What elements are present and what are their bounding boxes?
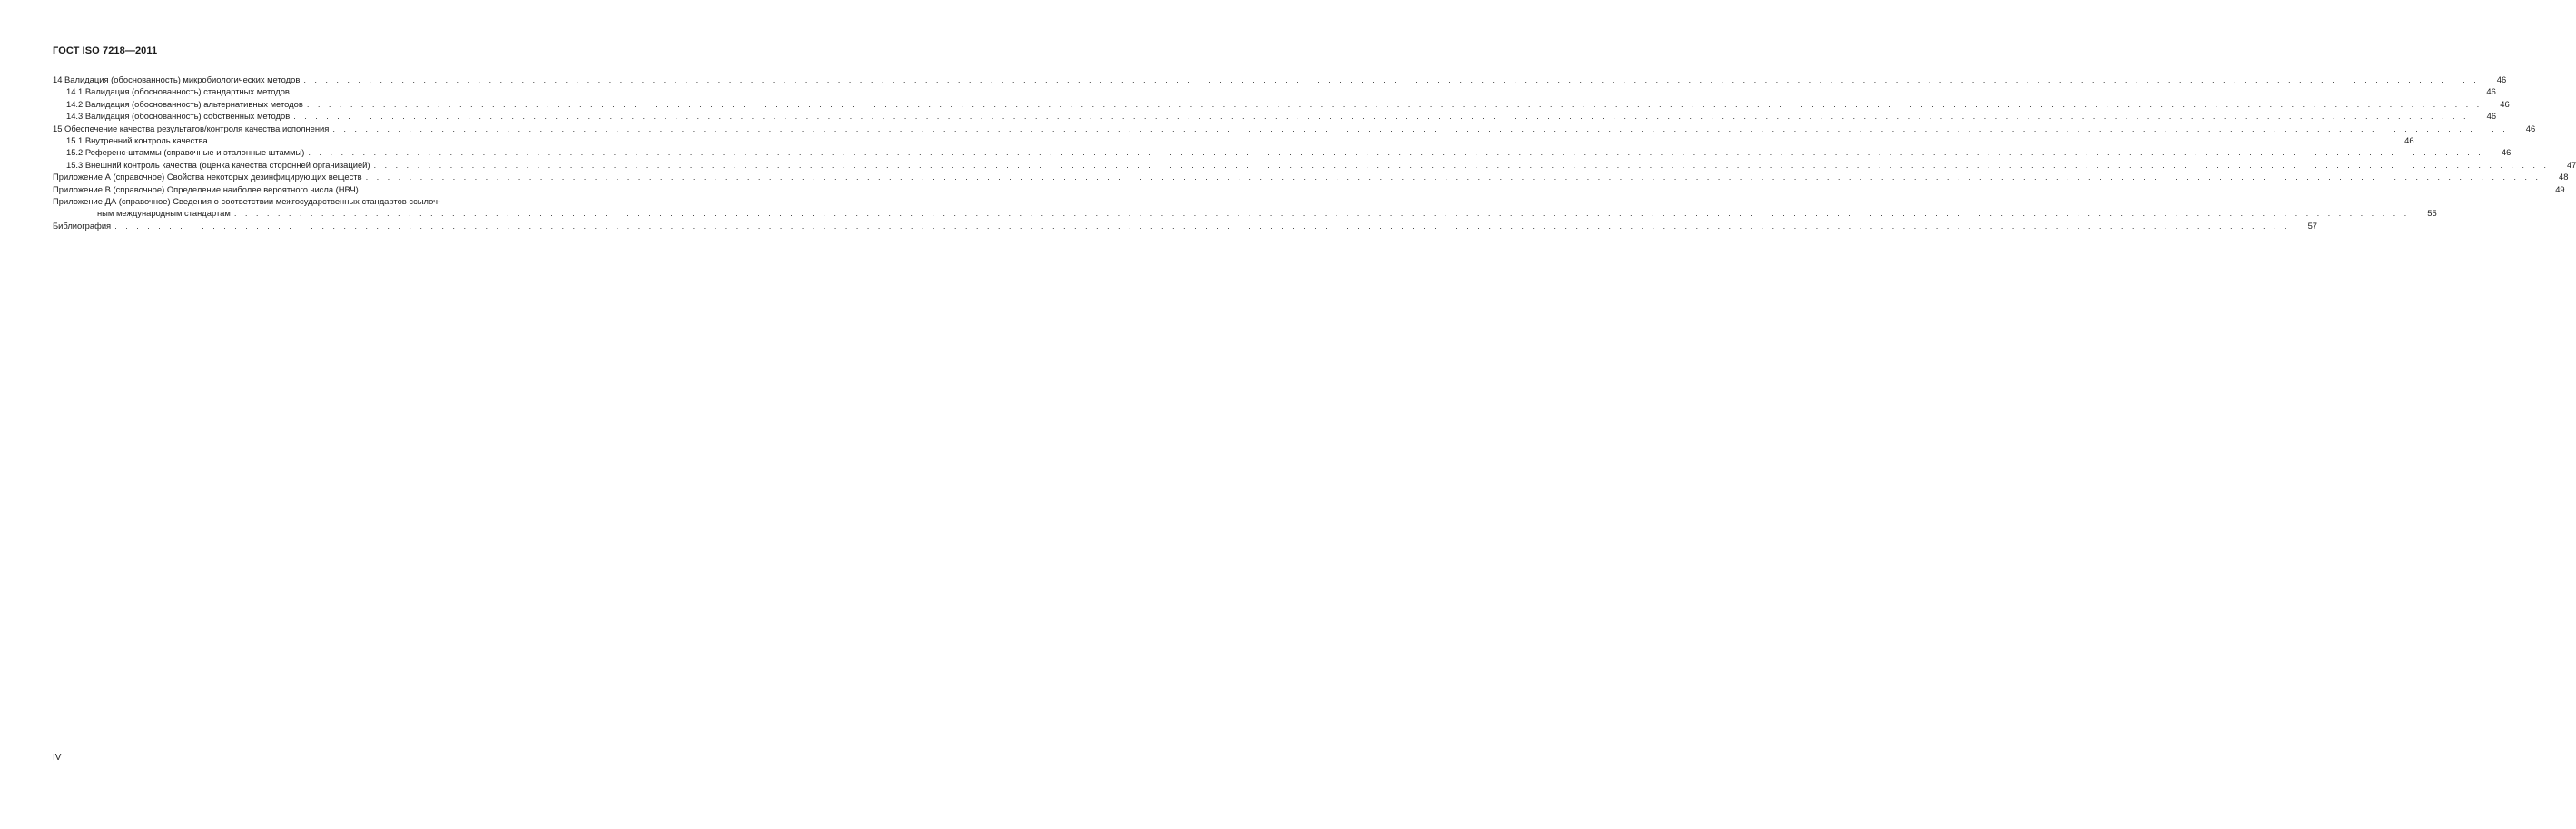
toc-entry-title: Приложение А (справочное) Свойства некоторых дезинфицирующих веществ (53, 172, 362, 183)
toc-entry-title: 14 Валидация (обоснованность) микробиологических методов (53, 74, 301, 84)
toc-entry (53, 195, 538, 207)
toc-entry (53, 134, 2414, 146)
toc-entry-title: Приложение ДА (справочное) Сведения о соответствии межгосударственных стандартов ссылоч- (53, 196, 441, 207)
toc-entry-page: 46 (2404, 135, 2414, 146)
toc-dot-leader: . . . . . . . . . . . . . . . . . . . . . . . . . . . . . . . . . . . . . . . . . . . . . . . . . . . . . . . . . . . . . . . . . . . . . . . . . . . . . . . . . . . . . . . . . . . . . . . . . . . . . . . . . . . . . . . . . . . . . . . . . . . . . . . . . . . . . . . . . . . . . . . . . . . . . . . . . . . . . . . . . . . . . . . . . . . . . . . . . . . . . . . . . . . . . . . . . . . . . . . . (365, 172, 2541, 183)
toc-dot-leader: . . . . . . . . . . . . . . . . . . . . . . . . . . . . . . . . . . . . . . . . . . . . . . . . . . . . . . . . . . . . . . . . . . . . . . . . . . . . . . . . . . . . . . . . . . . . . . . . . . . . . . . . . . . . . . . . . . . . . . . . . . . . . . . . . . . . . . . . . . . . . . . . . . . . . . . . . . . . . . . . . . . . . . . . . . . . . . . . . . . . . . . . . . . . . . . . . . . . . . . . (303, 74, 2480, 84)
page-number: IV (53, 753, 62, 763)
toc-entry (53, 146, 2512, 158)
toc-dot-leader: . . . . . . . . . . . . . . . . . . . . . . . . . . . . . . . . . . . . . . . . . . . . . . . . . . . . . . . . . . . . . . . . . . . . . . . . . . . . . . . . . . . . . . . . . . . . . . . . . . . . . . . . . . . . . . . . . . . . . . . . . . . . . . . . . . . . . . . . . . . . . . . . . . . . . . . . . . . . . . . . . . . . . . . . . . . . . . . . . . . . . . . . . . . . . . . . . . . . . . . . (308, 147, 2484, 158)
toc-dot-leader: . . . . . . . . . . . . . . . . . . . . . . . . . . . . . . . . . . . . . . . . . . . . . . . . . . . . . . . . . . . . . . . . . . . . . . . . . . . . . . . . . . . . . . . . . . . . . . . . . . . . . . . . . . . . . . . . . . . . . . . . . . . . . . . . . . . . . . . . . . . . . . . . . . . . . . . . . . . . . . . . . . . . . . . . . . . . . . . . . . . . . . . . . . . . . . . . . . . . . . . . (233, 208, 2410, 219)
toc-entry-page: 49 (2555, 183, 2565, 194)
toc-dot-leader: . . . . . . . . . . . . . . . . . . . . . . . . . . . . . . . . . . . . . . . . . . . . . . . . . . . . . . . . . . . . . . . . . . . . . . . . . . . . . . . . . . . . . . . . . . . . . . . . . . . . . . . . . . . . . . . . . . . . . . . . . . . . . . . . . . . . . . . . . . . . . . . . . . . . . . . . . . . . . . . . . . . . . . . . . . . . . . . . . . . . . . . . . . . . . . . . . . . . . . . . (306, 98, 2482, 109)
toc-entry-page: 48 (2559, 172, 2569, 183)
toc-entry-title: Приложение В (справочное) Определение наиболее вероятного числа (НВЧ) (53, 183, 359, 194)
toc-dot-leader: . . . . . . . . . . . . . . . . . . . . . . . . . . . . . . . . . . . . . . . . . . . . . . . . . . . . . . . . . . . . . . . . . . . . . . . . . . . . . . . . . . . . . . . . . . . . . . . . . . . . . . . . . . . . . . . . . . . . . . . . . . . . . . . . . . . . . . . . . . . . . . . . . . . . . . . . . . . . . . . . . . . . . . . . . . . . . . . . . . . . . . . . . . . . . . . . . . . . . . . . (114, 220, 2291, 231)
toc-dot-leader: . . . . . . . . . . . . . . . . . . . . . . . . . . . . . . . . . . . . . . . . . . . . . . . . . . . . . . . . . . . . . . . . . . . . . . . . . . . . . . . . . . . . . . . . . . . . . . . . . . . . . . . . . . . . . . . . . . . . . . . . . . . . . . . . . . . . . . . . . . . . . . . . . . . . . . . . . . . . . . . . . . . . . . . . . . . . . . . . . . . . . . . . . . . . . . . . . . . . . . . . (211, 135, 2387, 146)
toc-entry-title: 15 Обеспечение качества результатов/контроля качества исполнения (53, 123, 330, 133)
toc-entry-page: 55 (2427, 208, 2437, 219)
toc-entry (53, 110, 2497, 122)
toc-dot-leader: . . . . . . . . . . . . . . . . . . . . . . . . . . . . . . . . . . . . . . . . . . . . . . . . . . . . . . . . . . . . . . . . . . . . . . . . . . . . . . . . . . . . . . . . . . . . . . . . . . . . . . . . . . . . . . . . . . . . . . . . . . . . . . . . . . . . . . . . . . . . . . . . . . . . . . . . . . . . . . . . . . . . . . . . . . . . . . . . . . . . . . . . . . . . . . . . . . . . . . . . (361, 183, 2538, 194)
toc-entry (53, 207, 2437, 219)
toc-entry-title: 15.3 Внешний контроль качества (оценка качества сторонней организацией) (66, 159, 370, 170)
toc-entry (53, 98, 2510, 110)
toc-entry (53, 171, 2569, 183)
toc-dot-leader: . . . . . . . . . . . . . . . . . . . . . . . . . . . . . . . . . . . . . . . . . . . . . . . . . . . . . . . . . . . . . . . . . . . . . . . . . . . . . . . . . . . . . . . . . . . . . . . . . . . . . . . . . . . . . . . . . . . . . . . . . . . . . . . . . . . . . . . . . . . . . . . . . . . . . . . . . . . . . . . . . . . . . . . . . . . . . . . . . . . . . . . . . . . . . . . . . . . . . . . . (292, 86, 2469, 97)
toc-entry (53, 159, 2576, 171)
toc-entry-page: 46 (2501, 147, 2512, 158)
toc-entry-title: Библиография (53, 220, 112, 231)
toc-entry-title: 14.1 Валидация (обоснованность) стандартных методов (66, 86, 290, 97)
toc-entry-page: 57 (2307, 220, 2318, 231)
toc-entry-page: 46 (2486, 86, 2496, 97)
toc-entry-page: 46 (2486, 111, 2497, 122)
document-header: ГОСТ ISO 7218—2011 (53, 45, 158, 56)
toc-entry-title: 14.3 Валидация (обоснованность) собственных методов (66, 111, 291, 122)
toc-entry (53, 220, 2318, 232)
toc-entry (53, 123, 2536, 134)
toc-dot-leader: . . . . . . . . . . . . . . . . . . . . . . . . . . . . . . . . . . . . . . . . . . . . . . . . . . . . . . . . . . . . . . . . . . . . . . . . . . . . . . . . . . . . . . . . . . . . . . . . . . . . . . . . . . . . . . . . . . . . . . . . . . . . . . . . . . . . . . . . . . . . . . . . . . . . . . . . . . . . . . . . . . . . . . . . . . . . . . . . . . . . . . . . . . . . . . . . . . . . . . . . (373, 159, 2550, 170)
toc-entry-title: 15.1 Внутренний контроль качества (66, 135, 208, 146)
toc-entry (53, 85, 2496, 97)
toc-entry-title: 15.2 Референс-штаммы (справочные и эталонные штаммы) (66, 147, 305, 158)
toc-entry-title: ным международным стандартам (97, 208, 231, 219)
toc-entry (53, 183, 2565, 195)
toc-entry-page: 47 (2566, 159, 2576, 170)
toc-entry-title: 14.2 Валидация (обоснованность) альтернативных методов (66, 98, 303, 109)
table-of-contents (53, 74, 2576, 232)
toc-entry-page: 46 (2500, 98, 2510, 109)
toc-entry-page: 46 (2525, 123, 2536, 133)
toc-entry (53, 74, 2507, 85)
toc-dot-leader: . . . . . . . . . . . . . . . . . . . . . . . . . . . . . . . . . . . . . . . . . . . . . . . . . . . . . . . . . . . . . . . . . . . . . . . . . . . . . . . . . . . . . . . . . . . . . . . . . . . . . . . . . . . . . . . . . . . . . . . . . . . . . . . . . . . . . . . . . . . . . . . . . . . . . . . . . . . . . . . . . . . . . . . . . . . . . . . . . . . . . . . . . . . . . . . . . . . . . . . . (332, 123, 2509, 133)
toc-dot-leader: . . . . . . . . . . . . . . . . . . . . . . . . . . . . . . . . . . . . . . . . . . . . . . . . . . . . . . . . . . . . . . . . . . . . . . . . . . . . . . . . . . . . . . . . . . . . . . . . . . . . . . . . . . . . . . . . . . . . . . . . . . . . . . . . . . . . . . . . . . . . . . . . . . . . . . . . . . . . . . . . . . . . . . . . . . . . . . . . . . . . . . . . . . . . . . . . . . . . . . . . (293, 111, 2470, 122)
toc-entry-page: 46 (2496, 74, 2507, 84)
